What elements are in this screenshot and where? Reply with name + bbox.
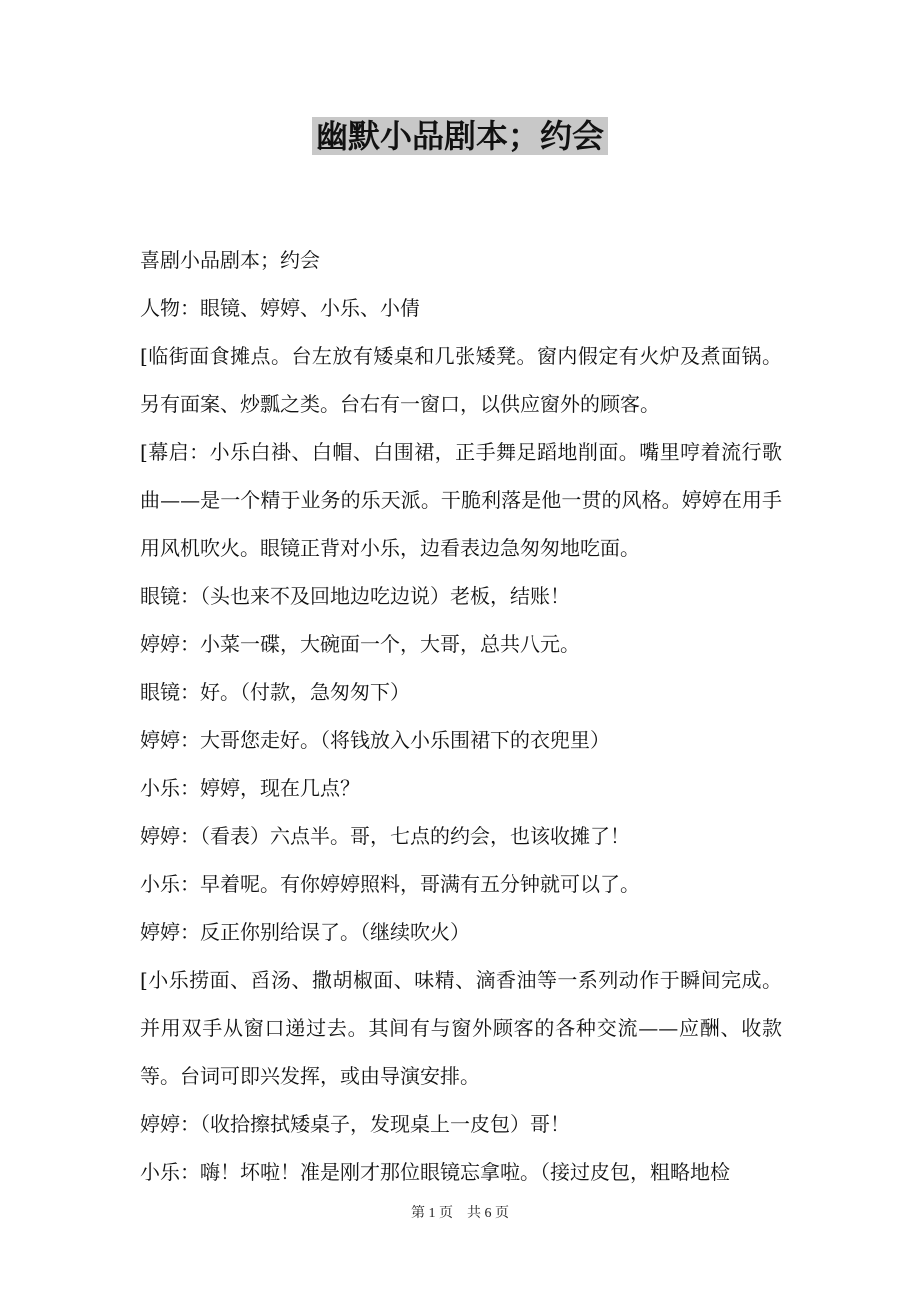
paragraph: 婷婷：（看表）六点半。哥，七点的约会，也该收摊了！: [140, 824, 630, 848]
page-title-text: 幽默小品剧本；约会: [312, 117, 608, 155]
page-footer: 第 1 页 共 6 页: [411, 1206, 509, 1221]
paragraph: [临街面食摊点。台左放有矮桌和几张矮凳。窗内假定有火炉及煮面锅。另有面案、炒瓢之类。台右有一窗口，以供应窗外的顾客。: [140, 344, 782, 416]
paragraph: 婷婷：（收拾擦拭矮桌子，发现桌上一皮包）哥！: [140, 1112, 570, 1136]
document-body: [140, 236, 782, 1196]
paragraph: 婷婷：小菜一碟，大碗面一个，大哥，总共八元。: [140, 632, 580, 656]
paragraph: [小乐捞面、舀汤、撒胡椒面、味精、滴香油等一系列动作于瞬间完成。并用双手从窗口递过去。其间有与窗外顾客的各种交流——应酬、收款等。台词可即兴发挥，或由导演安排。: [140, 968, 782, 1088]
paragraph: 小乐：嗨！坏啦！准是刚才那位眼镜忘拿啦。（接过皮包，粗略地检: [140, 1160, 730, 1184]
paragraph: 人物：眼镜、婷婷、小乐、小倩: [140, 296, 420, 320]
paragraph: 眼镜：（头也来不及回地边吃边说）老板，结账！: [140, 584, 570, 608]
paragraph: [幕启：小乐白褂、白帽、白围裙，正手舞足蹈地削面。嘴里哼着流行歌曲——是一个精于业务的乐天派。干脆利落是他一贯的风格。婷婷在用手用风机吹火。眼镜正背对小乐，边看表边急匆匆地吃面。: [140, 440, 782, 560]
paragraph: 小乐：婷婷，现在几点？: [140, 776, 360, 800]
page-title: [0, 112, 920, 160]
paragraph: 眼镜：好。（付款，急匆匆下）: [140, 680, 410, 704]
paragraph: 婷婷：大哥您走好。（将钱放入小乐围裙下的衣兜里）: [140, 728, 610, 752]
paragraph: 喜剧小品剧本；约会: [140, 248, 320, 272]
paragraph: 婷婷：反正你别给误了。（继续吹火）: [140, 920, 470, 944]
paragraph: 小乐：早着呢。有你婷婷照料，哥满有五分钟就可以了。: [140, 872, 640, 896]
